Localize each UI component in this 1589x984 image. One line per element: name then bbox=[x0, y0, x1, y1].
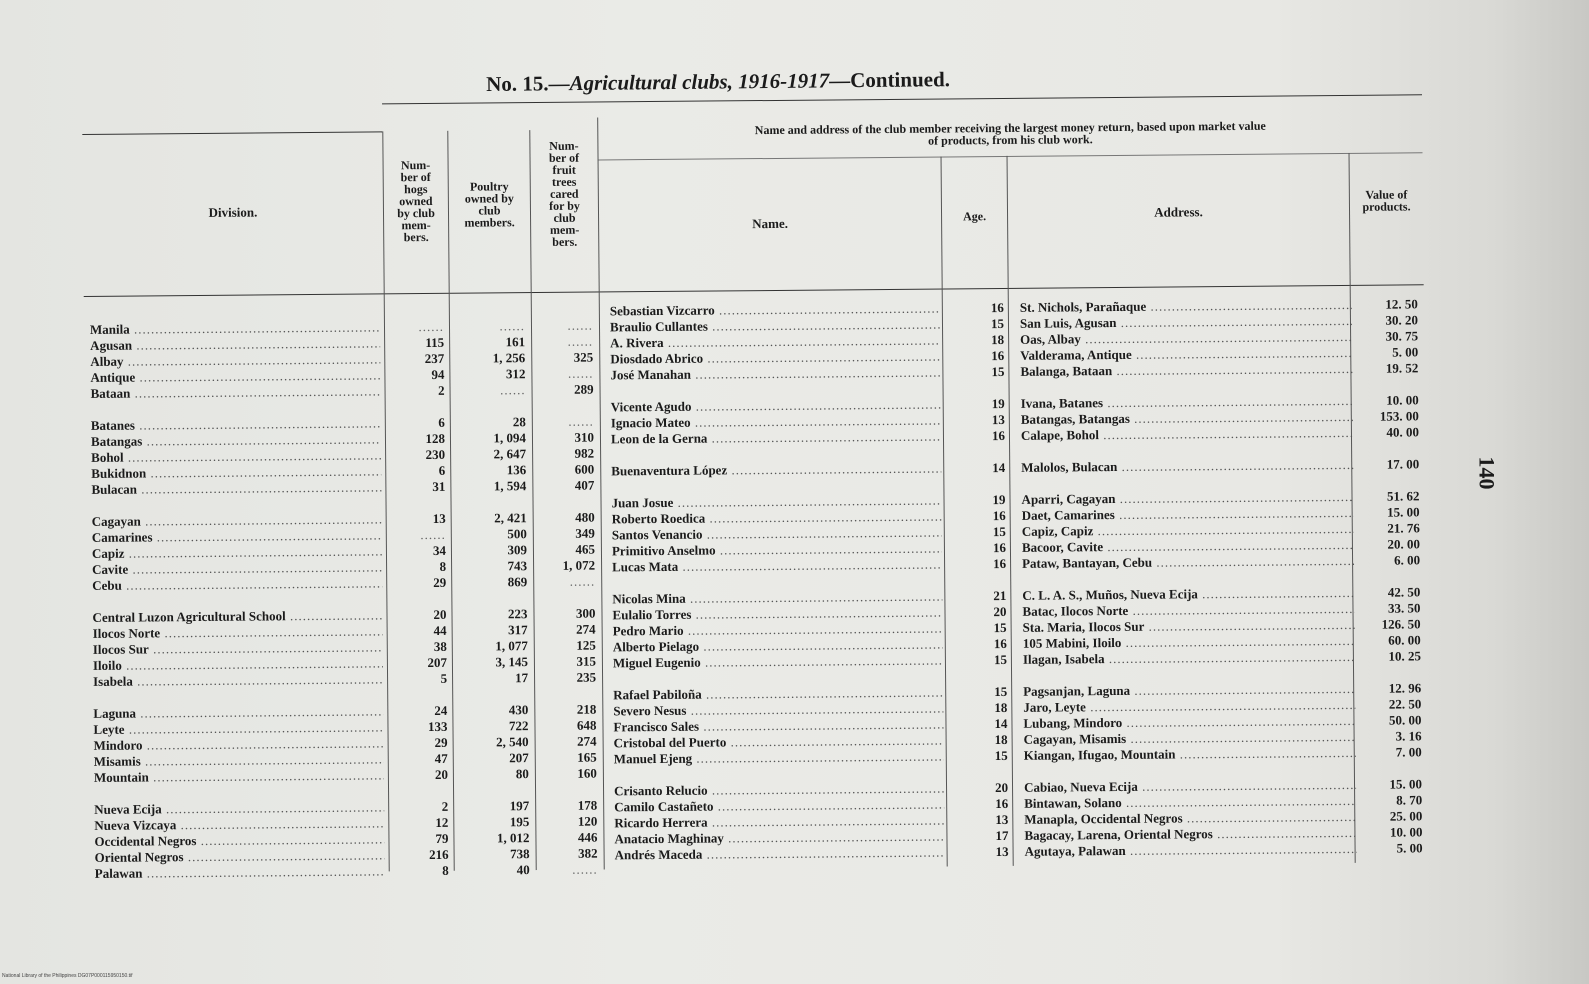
member-value-cell: 30. 75 bbox=[1385, 328, 1419, 344]
poultry-cell: 80 bbox=[515, 766, 529, 782]
member-age-cell: 15 bbox=[993, 619, 1007, 636]
member-address-cell: Valderama, Antique ..... bbox=[1020, 345, 1352, 364]
header-bottom-rule bbox=[84, 284, 1424, 297]
member-value-cell: 20. 00 bbox=[1387, 536, 1420, 552]
member-age-cell: 20 bbox=[993, 603, 1007, 620]
member-name-cell: Primitivo Anselmo ..... bbox=[612, 541, 942, 560]
fruit-cell: 480 bbox=[575, 509, 595, 525]
member-age-cell: 17 bbox=[995, 827, 1009, 844]
member-name-cell: Manuel Ejeng ..... bbox=[614, 749, 944, 768]
poultry-cell: 500 bbox=[507, 526, 527, 542]
member-name-cell: Nicolas Mina ..... bbox=[612, 589, 942, 608]
member-value-cell: 5. 00 bbox=[1392, 344, 1419, 360]
poultry-cell: 1, 594 bbox=[493, 478, 527, 494]
member-age-cell: 20 bbox=[994, 779, 1009, 796]
member-name-cell: Cristobal del Puerto ..... bbox=[614, 733, 944, 752]
division-cell: Palawan ..... bbox=[95, 863, 385, 882]
division-cell: Cebu ..... bbox=[92, 575, 382, 594]
fruit-cell: ...... bbox=[572, 861, 598, 877]
member-name-cell: Buenaventura López ..... bbox=[611, 461, 941, 480]
member-name-cell: Vicente Agudo ..... bbox=[611, 397, 941, 416]
member-age-cell: 13 bbox=[995, 811, 1009, 828]
member-value-cell: 10. 00 bbox=[1386, 392, 1419, 408]
hogs-cell: 13 bbox=[432, 510, 446, 526]
fruit-cell: 274 bbox=[576, 621, 596, 637]
hogs-cell: 34 bbox=[432, 542, 447, 558]
member-name-cell: Leon de la Gerna ..... bbox=[611, 429, 941, 448]
member-age-cell: 15 bbox=[994, 683, 1008, 700]
member-age-cell: 16 bbox=[993, 635, 1007, 652]
poultry-cell: 317 bbox=[508, 622, 528, 638]
hogs-cell: 133 bbox=[427, 718, 448, 735]
fruit-cell: 120 bbox=[577, 813, 598, 829]
poultry-cell: 17 bbox=[514, 670, 529, 686]
fruit-cell: 315 bbox=[576, 653, 596, 669]
page-number: 140 bbox=[1474, 456, 1500, 490]
member-row bbox=[601, 456, 1425, 479]
member-value-cell: 5. 00 bbox=[1396, 840, 1423, 856]
member-name-cell: Santos Venancio ..... bbox=[612, 525, 942, 544]
division-cell: Iloilo ..... bbox=[93, 655, 383, 674]
hogs-cell: 8 bbox=[439, 558, 447, 574]
member-address-cell: Kiangan, Ifugao, Mountain ..... bbox=[1024, 745, 1356, 764]
hogs-cell: 24 bbox=[434, 702, 448, 718]
hogs-cell: 128 bbox=[425, 430, 446, 447]
division-cell: Laguna ..... bbox=[93, 703, 383, 722]
fruit-cell: 465 bbox=[575, 541, 596, 557]
division-cell: Albay ..... bbox=[90, 351, 380, 370]
member-address-cell: San Luis, Agusan ..... bbox=[1020, 313, 1352, 332]
division-cell: Oriental Negros ..... bbox=[95, 847, 385, 866]
hogs-cell: 44 bbox=[433, 622, 447, 638]
member-name-cell: Francisco Sales ..... bbox=[613, 717, 943, 736]
member-value-cell: 3. 16 bbox=[1395, 728, 1422, 744]
member-age-cell: 16 bbox=[991, 427, 1006, 444]
poultry-cell: 223 bbox=[507, 606, 528, 622]
fruit-cell: 982 bbox=[574, 445, 595, 461]
division-cell: Cagayan ..... bbox=[92, 511, 382, 530]
member-value-cell: 50. 00 bbox=[1388, 712, 1422, 728]
member-address-cell: Bagacay, Larena, Oriental Negros ..... bbox=[1024, 825, 1356, 844]
member-age-cell: 15 bbox=[990, 315, 1005, 332]
member-address-cell: Agutaya, Palawan ..... bbox=[1025, 841, 1357, 860]
member-age-cell: 16 bbox=[993, 555, 1007, 572]
member-address-cell: Bintawan, Solano ..... bbox=[1024, 793, 1356, 812]
division-row bbox=[89, 861, 604, 881]
member-name-cell: Diosdado Abrico ..... bbox=[610, 349, 940, 368]
member-value-cell: 153. 00 bbox=[1379, 408, 1419, 424]
member-name-cell: José Manahan ..... bbox=[610, 365, 940, 384]
member-name-cell: Anatacio Maghinay ..... bbox=[614, 829, 944, 848]
title-prefix: No. 15.— bbox=[486, 71, 570, 96]
poultry-cell: 2, 647 bbox=[493, 446, 527, 462]
header-poultry: Poultry owned by club members. bbox=[464, 179, 515, 230]
member-value-cell: 8. 70 bbox=[1396, 792, 1423, 808]
division-cell: Batanes ..... bbox=[91, 415, 381, 434]
hogs-cell: 47 bbox=[434, 750, 448, 766]
poultry-cell: 195 bbox=[509, 814, 530, 830]
member-address-cell: Aparri, Cagayan ..... bbox=[1021, 489, 1353, 508]
member-value-cell: 12. 50 bbox=[1385, 296, 1418, 312]
poultry-cell: 1, 012 bbox=[496, 830, 530, 846]
fruit-cell: ...... bbox=[569, 573, 596, 589]
member-age-cell: 21 bbox=[993, 587, 1007, 604]
poultry-cell: 207 bbox=[509, 750, 529, 766]
poultry-cell: 161 bbox=[505, 334, 526, 350]
poultry-cell: 743 bbox=[507, 558, 528, 574]
member-value-cell: 51. 62 bbox=[1386, 488, 1420, 504]
fruit-cell: 349 bbox=[575, 525, 595, 541]
member-value-cell: 30. 20 bbox=[1385, 312, 1419, 328]
division-cell: Capiz ..... bbox=[92, 543, 382, 562]
scan-footer: National Library of the Philippines DG07P000115950150.tif bbox=[2, 973, 133, 979]
member-value-cell: 40. 00 bbox=[1386, 424, 1420, 440]
member-address-cell: Bacoor, Cavite ..... bbox=[1022, 537, 1354, 556]
poultry-cell: 1, 256 bbox=[492, 350, 526, 366]
member-address-cell: Capiz, Capiz ..... bbox=[1022, 521, 1354, 540]
division-cell: Cavite ..... bbox=[92, 559, 382, 578]
member-address-cell: Batangas, Batangas ..... bbox=[1021, 409, 1353, 428]
poultry-cell: 1, 094 bbox=[493, 430, 527, 446]
member-value-cell: 15. 00 bbox=[1389, 776, 1423, 792]
poultry-cell: 312 bbox=[505, 366, 526, 382]
hogs-cell: 20 bbox=[434, 766, 448, 782]
fruit-cell: 125 bbox=[576, 637, 596, 653]
fruit-cell: ...... bbox=[567, 365, 594, 381]
member-value-cell: 15. 00 bbox=[1387, 504, 1420, 520]
hogs-cell: 29 bbox=[433, 574, 447, 590]
fruit-cell: 648 bbox=[576, 717, 597, 733]
member-age-cell: 18 bbox=[994, 731, 1008, 748]
hogs-cell: 5 bbox=[440, 670, 448, 686]
member-age-cell: 13 bbox=[995, 843, 1009, 860]
fruit-cell: 160 bbox=[577, 765, 597, 781]
hogs-cell: 6 bbox=[438, 414, 445, 430]
member-address-cell: C. L. A. S., Muños, Nueva Ecija ..... bbox=[1022, 585, 1354, 604]
poultry-cell: 197 bbox=[509, 798, 530, 814]
member-value-cell: 60. 00 bbox=[1388, 632, 1421, 648]
member-age-cell: 18 bbox=[994, 699, 1008, 716]
division-cell: Nueva Vizcaya ..... bbox=[94, 815, 384, 834]
member-age-cell: 15 bbox=[994, 747, 1008, 764]
fruit-cell: ...... bbox=[567, 333, 594, 349]
top-rule bbox=[382, 94, 1422, 104]
header-hogs: Num- ber of hogs owned by club mem- bers. bbox=[397, 157, 435, 245]
member-name-cell: Miguel Eugenio ..... bbox=[613, 653, 943, 672]
member-name-cell: Ricardo Herrera ..... bbox=[614, 813, 944, 832]
hogs-cell: 115 bbox=[425, 334, 445, 351]
poultry-cell: 2, 421 bbox=[494, 510, 527, 526]
division-cell: Ilocos Sur ..... bbox=[93, 639, 383, 658]
member-name-cell: Ignacio Mateo ..... bbox=[611, 413, 941, 432]
fruit-cell: 165 bbox=[577, 749, 597, 765]
fruit-cell: 407 bbox=[574, 477, 595, 493]
member-name-cell: Roberto Roedica ..... bbox=[612, 509, 942, 528]
member-address-cell: Pagsanjan, Laguna ..... bbox=[1023, 681, 1355, 700]
member-value-cell: 12. 96 bbox=[1388, 680, 1422, 696]
member-age-cell: 16 bbox=[992, 507, 1006, 524]
poultry-cell: 1, 077 bbox=[495, 638, 528, 654]
poultry-cell: 2, 540 bbox=[496, 734, 529, 750]
header-fruit-trees: Num- ber of fruit trees cared for by club mem- bers. bbox=[548, 138, 580, 249]
fruit-cell: 178 bbox=[577, 797, 598, 813]
fruit-cell: 274 bbox=[577, 733, 597, 749]
hogs-cell: 12 bbox=[435, 814, 449, 830]
division-cell: Mindoro ..... bbox=[94, 735, 384, 754]
member-value-cell: 25. 00 bbox=[1389, 808, 1423, 824]
fruit-cell: 600 bbox=[574, 461, 595, 477]
division-cell: Camarines ..... bbox=[92, 527, 382, 546]
division-row bbox=[84, 381, 599, 401]
header-age: Age. bbox=[962, 209, 987, 224]
member-name-cell: Rafael Pabiloña ..... bbox=[613, 685, 943, 704]
fruit-cell: 235 bbox=[576, 669, 597, 685]
member-address-cell: Pataw, Bantayan, Cebu ..... bbox=[1022, 553, 1354, 572]
division-cell: Bohol ..... bbox=[91, 447, 381, 466]
fruit-cell: 1, 072 bbox=[562, 557, 596, 573]
division-cell: Agusan ..... bbox=[90, 335, 380, 354]
member-name-cell: Severo Nesus ..... bbox=[613, 701, 943, 720]
division-cell: Bataan ..... bbox=[90, 383, 380, 402]
fruit-cell: ...... bbox=[568, 413, 594, 429]
member-name-cell: Camilo Castañeto ..... bbox=[614, 797, 944, 816]
member-name-cell: Andrés Maceda ..... bbox=[615, 845, 945, 864]
member-address-cell: Ivana, Batanes ..... bbox=[1021, 393, 1353, 412]
hogs-cell: 2 bbox=[441, 798, 449, 814]
poultry-cell: 136 bbox=[506, 462, 527, 478]
fruit-cell: 310 bbox=[574, 429, 595, 445]
division-row bbox=[88, 765, 603, 785]
hogs-cell: 79 bbox=[435, 830, 449, 846]
member-value-cell: 42. 50 bbox=[1387, 584, 1421, 600]
division-cell: Misamis ..... bbox=[94, 751, 384, 770]
poultry-cell: 430 bbox=[508, 702, 529, 718]
hogs-cell: 207 bbox=[427, 654, 447, 671]
member-address-cell: St. Nichols, Parañaque ..... bbox=[1020, 297, 1352, 316]
member-address-cell: Cabiao, Nueva Ecija ..... bbox=[1024, 777, 1356, 796]
member-value-cell: 17. 00 bbox=[1386, 456, 1420, 472]
division-row bbox=[87, 669, 602, 689]
member-age-cell: 16 bbox=[992, 539, 1007, 556]
header-member-group: Name and address of the club member receiving the largest money return, based upon market value of products, from his club work. bbox=[754, 118, 1266, 148]
member-value-cell: 6. 00 bbox=[1393, 552, 1421, 568]
member-value-cell: 21. 76 bbox=[1387, 520, 1420, 536]
member-value-cell: 7. 00 bbox=[1395, 744, 1422, 760]
agricultural-clubs-table bbox=[82, 88, 1429, 890]
member-name-cell: Sebastian Vizcarro ..... bbox=[610, 301, 940, 320]
member-age-cell: 16 bbox=[991, 347, 1005, 364]
member-value-cell: 126. 50 bbox=[1381, 616, 1421, 632]
poultry-cell: ...... bbox=[499, 318, 526, 334]
member-name-cell: Pedro Mario ..... bbox=[613, 621, 943, 640]
hogs-cell: 2 bbox=[437, 382, 445, 398]
division-cell: Ilocos Norte ..... bbox=[93, 623, 383, 642]
hogs-cell: 29 bbox=[434, 734, 448, 750]
division-cell: Occidental Negros ..... bbox=[94, 831, 384, 850]
division-cell: Antique ..... bbox=[90, 367, 380, 386]
member-age-cell: 18 bbox=[991, 331, 1005, 348]
header-address: Address. bbox=[1154, 204, 1203, 220]
hogs-cell: ...... bbox=[418, 318, 445, 335]
member-value-cell: 10. 00 bbox=[1389, 824, 1423, 840]
division-cell: Nueva Ecija ..... bbox=[94, 799, 384, 818]
fruit-cell: 289 bbox=[573, 381, 594, 397]
poultry-cell: 28 bbox=[512, 414, 526, 430]
member-address-cell: Ilagan, Isabela ..... bbox=[1023, 649, 1355, 668]
member-address-cell: Oas, Albay ..... bbox=[1020, 329, 1352, 348]
division-cell: Isabela ..... bbox=[93, 671, 383, 690]
poultry-cell: 309 bbox=[507, 542, 528, 558]
hogs-cell: 20 bbox=[433, 606, 447, 622]
member-address-cell: Daet, Camarines ..... bbox=[1022, 505, 1354, 524]
member-value-cell: 19. 52 bbox=[1385, 360, 1419, 376]
hogs-cell: 237 bbox=[424, 350, 445, 367]
division-cell: Manila ..... bbox=[90, 319, 380, 338]
member-age-cell: 15 bbox=[992, 523, 1006, 540]
fruit-cell: 300 bbox=[575, 605, 596, 621]
member-address-cell: Manapla, Occidental Negros ..... bbox=[1024, 809, 1356, 828]
member-age-cell: 15 bbox=[991, 363, 1005, 380]
hogs-cell: 230 bbox=[425, 446, 446, 463]
member-name-cell: Juan Josue ..... bbox=[611, 493, 941, 512]
member-age-cell: 14 bbox=[994, 715, 1008, 732]
division-cell: Bulacan ..... bbox=[91, 479, 381, 498]
hogs-cell: 38 bbox=[433, 638, 447, 654]
member-address-cell: Cagayan, Misamis ..... bbox=[1024, 729, 1356, 748]
header-division: Division. bbox=[208, 204, 258, 220]
hogs-cell: ...... bbox=[420, 526, 446, 543]
fruit-cell: ...... bbox=[567, 317, 594, 333]
member-age-cell: 19 bbox=[991, 395, 1005, 412]
division-cell: Batangas ..... bbox=[91, 431, 381, 450]
member-address-cell: Sta. Maria, Ilocos Sur ..... bbox=[1023, 617, 1355, 636]
hogs-cell: 31 bbox=[432, 478, 446, 494]
poultry-cell: 3, 145 bbox=[495, 654, 528, 670]
hogs-cell: 216 bbox=[429, 846, 449, 862]
title-suffix: —Continued. bbox=[829, 67, 951, 93]
hogs-cell: 8 bbox=[442, 862, 449, 878]
member-value-cell: 33. 50 bbox=[1387, 600, 1421, 616]
hogs-cell: 6 bbox=[438, 462, 446, 478]
member-value-cell: 22. 50 bbox=[1388, 696, 1422, 712]
member-address-cell: Jaro, Leyte ..... bbox=[1023, 697, 1355, 716]
poultry-cell: 869 bbox=[507, 574, 528, 590]
member-name-cell: A. Rivera ..... bbox=[610, 333, 940, 352]
division-row bbox=[86, 573, 601, 593]
member-name-cell: Lucas Mata ..... bbox=[612, 557, 942, 576]
fruit-cell: 325 bbox=[573, 349, 594, 365]
member-name-cell: Crisanto Relucio ..... bbox=[614, 781, 944, 800]
member-age-cell: 16 bbox=[995, 795, 1009, 812]
member-name-cell: Braulio Cullantes ..... bbox=[610, 317, 940, 336]
member-name-cell: Eulalio Torres ..... bbox=[612, 605, 942, 624]
hogs-cell: 94 bbox=[431, 366, 445, 382]
poultry-cell: 40 bbox=[516, 862, 530, 878]
member-address-cell: Balanga, Bataan ..... bbox=[1020, 361, 1352, 380]
division-cell: Bukidnon ..... bbox=[91, 463, 381, 482]
member-age-cell: 19 bbox=[992, 491, 1006, 508]
header-name: Name. bbox=[752, 215, 789, 232]
member-address-cell: Batac, Ilocos Norte ..... bbox=[1022, 601, 1354, 620]
division-cell: Leyte ..... bbox=[93, 719, 383, 738]
subheader-rule bbox=[599, 152, 1423, 160]
fruit-cell: 382 bbox=[578, 845, 598, 861]
member-value-cell: 10. 25 bbox=[1388, 648, 1421, 664]
member-address-cell: Lubang, Mindoro ..... bbox=[1023, 713, 1355, 732]
member-address-cell: Calape, Bohol ..... bbox=[1021, 425, 1353, 444]
fruit-cell: 446 bbox=[577, 829, 598, 845]
division-cell: Central Luzon Agricultural School ..... bbox=[92, 607, 382, 626]
poultry-cell: 722 bbox=[508, 718, 529, 734]
member-age-cell: 13 bbox=[991, 411, 1005, 428]
header-top-rule-left bbox=[82, 131, 382, 135]
member-address-cell: 105 Mabini, Iloilo ..... bbox=[1023, 633, 1355, 652]
member-age-cell: 14 bbox=[992, 459, 1006, 476]
member-age-cell: 16 bbox=[990, 299, 1004, 316]
member-age-cell: 15 bbox=[993, 651, 1007, 668]
member-name-cell: Alberto Pielago ..... bbox=[613, 637, 943, 656]
division-row bbox=[85, 477, 600, 497]
member-address-cell: Malolos, Bulacan ..... bbox=[1021, 457, 1353, 476]
fruit-cell: 218 bbox=[576, 701, 597, 717]
header-value: Value of products. bbox=[1362, 187, 1411, 214]
poultry-cell: ...... bbox=[499, 382, 526, 398]
poultry-cell: 738 bbox=[510, 846, 530, 862]
title-italic: Agricultural clubs, 1916-1917 bbox=[569, 68, 830, 96]
division-cell: Mountain ..... bbox=[94, 767, 384, 786]
